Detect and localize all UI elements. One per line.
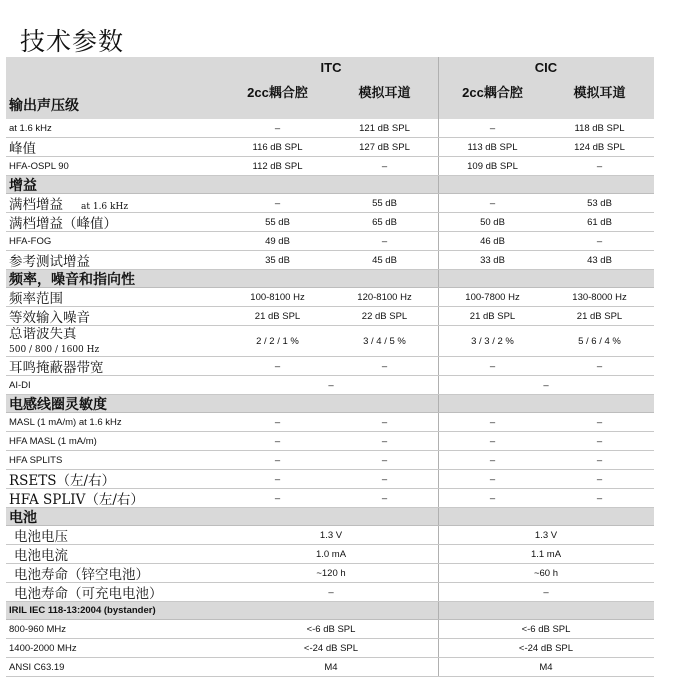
page-title: 技术参数 (20, 27, 125, 56)
table-cell: 124 dB SPL (574, 141, 625, 153)
row-cells (224, 357, 654, 375)
row-sublabel: at 1.6 kHz (81, 202, 129, 212)
table-cell: 45 dB (372, 254, 397, 266)
table-row (6, 213, 654, 232)
row-label (6, 488, 224, 508)
section-cells (224, 508, 654, 525)
row-label-text: 参考测试增益 (9, 254, 90, 270)
spec-table (6, 57, 654, 677)
row-cells (224, 413, 654, 431)
table-cell: – (274, 454, 281, 466)
section-fill (224, 602, 438, 619)
row-cells (224, 489, 654, 507)
section-fill (438, 270, 653, 287)
row-label-text: 等效输入噪音 (9, 310, 90, 326)
table-cell: 127 dB SPL (359, 141, 410, 153)
table-cell: – (381, 235, 388, 247)
group-name: CIC (534, 60, 558, 75)
table-cell: – (438, 470, 546, 488)
table-cell: – (438, 194, 546, 212)
table-row (6, 288, 654, 307)
table-row (6, 432, 654, 451)
table-cell: – (596, 473, 603, 485)
table-cell: – (381, 473, 388, 485)
table-cell: – (438, 451, 546, 469)
section-row (6, 176, 654, 194)
table-cell: – (381, 416, 388, 428)
table-cell: – (438, 357, 546, 375)
section-fill (224, 508, 438, 525)
section-fill (224, 176, 438, 193)
merged-cell: – (328, 586, 334, 598)
row-label (6, 137, 224, 157)
column-header: 模拟耳道 (358, 85, 411, 100)
merged-cell: M4 (438, 658, 653, 676)
row-label (6, 327, 224, 356)
row-label-text: 电池电压 (14, 529, 68, 545)
merged-cell: – (438, 376, 653, 394)
row-cells (224, 583, 654, 601)
row-label (6, 356, 224, 376)
table-cell: 61 dB (587, 216, 612, 228)
row-cells (224, 326, 654, 356)
table-row (6, 376, 654, 395)
section-fill (224, 270, 438, 287)
row-label (6, 417, 224, 428)
section-row (6, 270, 654, 288)
group-name: ITC (320, 60, 342, 75)
table-cell: 53 dB (587, 197, 612, 209)
table-cell: – (596, 160, 603, 172)
section-heading: 电池 (9, 508, 37, 525)
row-cells (224, 194, 654, 212)
section-heading: 增益 (9, 176, 37, 193)
section-fill (438, 602, 653, 619)
row-label-text: HFA SPLIV（左/右） (9, 492, 144, 508)
section-row (6, 395, 654, 413)
table-cell: 33 dB (438, 251, 546, 269)
merged-cell: M4 (324, 661, 338, 673)
table-cell: 121 dB SPL (359, 122, 410, 134)
table-cell: 35 dB (265, 254, 290, 266)
table-cell: – (438, 413, 546, 431)
merged-cell: – (438, 583, 653, 601)
merged-cell: <-6 dB SPL (306, 623, 356, 635)
section-cells (224, 270, 654, 287)
row-cells (224, 451, 654, 469)
row-cells (224, 564, 654, 582)
row-label-text: HFA-OSPL 90 (9, 160, 69, 172)
table-cell: – (438, 432, 546, 450)
row-label-text: 满档增益 (9, 197, 63, 213)
table-row (6, 526, 654, 545)
row-label-text: HFA SPLITS (9, 454, 63, 466)
column-header: 2cc耦合腔 (247, 85, 308, 100)
merged-cell: ~60 h (438, 564, 653, 582)
row-label-text: ANSI C63.19 (9, 661, 65, 673)
row-label (6, 193, 224, 213)
row-label-text: 电池寿命（可充电电池） (14, 586, 163, 602)
table-cell: 55 dB (372, 197, 397, 209)
row-label-text: 800-960 MHz (9, 623, 67, 635)
row-cells (224, 470, 654, 488)
row-label (6, 455, 224, 466)
row-label-text: 1400-2000 MHz (9, 642, 77, 654)
section-cells (224, 176, 654, 193)
column-header: 2cc耦合腔 (462, 85, 523, 100)
row-label (6, 563, 224, 583)
row-label (6, 306, 224, 326)
row-cells (224, 119, 654, 137)
row-cells (224, 658, 654, 676)
section-cells (224, 602, 654, 619)
row-cells (224, 138, 654, 156)
table-cell: – (596, 492, 603, 504)
table-cell: 100-7800 Hz (438, 288, 546, 306)
row-cells (224, 376, 654, 394)
table-row (6, 451, 654, 470)
table-cell: – (381, 360, 388, 372)
table-cell: 100-8100 Hz (250, 291, 305, 303)
row-label-text: 耳鸣掩蔽器带宽 (9, 360, 104, 376)
table-cell: – (381, 160, 388, 172)
table-cell: 3 / 4 / 5 % (363, 335, 406, 347)
table-row (6, 307, 654, 326)
row-label (6, 212, 224, 232)
row-cells (224, 620, 654, 638)
table-cell: 49 dB (265, 235, 290, 247)
table-cell: 130-8000 Hz (572, 291, 627, 303)
table-cell: – (274, 416, 281, 428)
table-cell: – (381, 435, 388, 447)
table-row (6, 470, 654, 489)
table-cell: 2 / 2 / 1 % (256, 335, 299, 347)
table-cell: 55 dB (265, 216, 290, 228)
table-row (6, 326, 654, 357)
table-header (6, 57, 654, 119)
table-cell: 21 dB SPL (438, 307, 546, 325)
section-heading: IRIL IEC 118-13:2004 (bystander) (9, 605, 156, 616)
column-header: 模拟耳道 (573, 85, 626, 100)
table-row (6, 357, 654, 376)
row-label (6, 525, 224, 545)
row-cells (224, 288, 654, 306)
section-heading: 电感线圈灵敏度 (9, 395, 107, 412)
merged-cell: <-24 dB SPL (303, 642, 359, 654)
row-cells (224, 232, 654, 250)
table-row (6, 489, 654, 508)
table-cell: – (438, 489, 546, 507)
section-heading: 频率，噪音和指向性 (9, 270, 135, 287)
row-label-text: 电池电流 (14, 548, 68, 564)
table-row (6, 658, 654, 677)
table-cell: 21 dB SPL (576, 310, 623, 322)
row-label-text: 满档增益（峰值） (9, 216, 117, 232)
row-label-text: AI-DI (9, 379, 31, 391)
row-label (6, 624, 224, 635)
row-label-text: HFA MASL (1 mA/m) (9, 435, 97, 447)
table-cell: – (596, 454, 603, 466)
table-cell: 21 dB SPL (254, 310, 301, 322)
row-label (6, 544, 224, 564)
table-cell: – (274, 473, 281, 485)
table-cell: 109 dB SPL (438, 157, 546, 175)
section-cells (224, 395, 654, 412)
table-cell: – (274, 197, 281, 209)
section-heading: 输出声压级 (9, 97, 79, 113)
merged-cell: 1.0 mA (315, 548, 347, 560)
row-label (6, 662, 224, 673)
table-row (6, 639, 654, 658)
row-cells (224, 251, 654, 269)
row-cells (224, 307, 654, 325)
table-cell: – (596, 235, 603, 247)
merged-cell: <-24 dB SPL (438, 639, 653, 657)
table-cell: – (274, 435, 281, 447)
table-row (6, 251, 654, 270)
row-label (6, 469, 224, 489)
row-label (6, 643, 224, 654)
column-group-itc (224, 57, 438, 119)
table-cell: 50 dB (438, 213, 546, 231)
row-label-text: 峰值 (9, 141, 36, 157)
row-label (6, 123, 224, 134)
row-label-text: 电池寿命（锌空电池） (14, 567, 149, 583)
table-cell: – (381, 492, 388, 504)
table-cell: 65 dB (372, 216, 397, 228)
row-cells (224, 545, 654, 563)
table-cell: 5 / 6 / 4 % (578, 335, 621, 347)
section-fill (438, 508, 653, 525)
table-cell: 112 dB SPL (252, 160, 303, 172)
row-label-text: 频率范围 (9, 291, 63, 307)
table-cell: 120-8100 Hz (357, 291, 412, 303)
table-cell: 116 dB SPL (252, 141, 303, 153)
row-label (6, 380, 224, 391)
table-cell: – (596, 360, 603, 372)
table-cell: 3 / 3 / 2 % (438, 326, 546, 356)
row-label (6, 236, 224, 247)
row-label (6, 287, 224, 307)
table-row (6, 545, 654, 564)
table-row (6, 583, 654, 602)
table-row (6, 194, 654, 213)
row-label-text: at 1.6 kHz (9, 122, 52, 134)
table-cell: 46 dB (438, 232, 546, 250)
merged-cell: 1.3 V (319, 529, 343, 541)
merged-cell: 1.1 mA (438, 545, 653, 563)
table-cell: – (596, 435, 603, 447)
merged-cell: – (328, 379, 334, 391)
row-cells (224, 432, 654, 450)
table-cell: – (438, 119, 546, 137)
table-row (6, 157, 654, 176)
table-cell: – (274, 492, 281, 504)
table-cell: 43 dB (587, 254, 612, 266)
section-fill (224, 395, 438, 412)
table-cell: 113 dB SPL (438, 138, 546, 156)
row-label-text: MASL (1 mA/m) at 1.6 kHz (9, 416, 122, 428)
section-fill (438, 176, 653, 193)
table-cell: – (274, 360, 281, 372)
table-cell: – (274, 122, 281, 134)
merged-cell: 1.3 V (438, 526, 653, 544)
table-row (6, 620, 654, 639)
row-label (6, 250, 224, 270)
row-label (6, 161, 224, 172)
row-cells (224, 639, 654, 657)
section-row (6, 602, 654, 620)
section-fill (438, 395, 653, 412)
row-label (6, 582, 224, 602)
table-cell: 22 dB SPL (361, 310, 408, 322)
section-row (6, 508, 654, 526)
column-group-cic (438, 57, 653, 119)
row-label-text: HFA-FOG (9, 235, 52, 247)
table-cell: 118 dB SPL (574, 122, 625, 134)
row-label (6, 436, 224, 447)
table-row (6, 232, 654, 251)
row-sublabel: 500 / 800 / 1600 Hz (9, 344, 100, 355)
row-cells (224, 157, 654, 175)
table-cell: – (596, 416, 603, 428)
table-row (6, 138, 654, 157)
merged-cell: <-6 dB SPL (438, 620, 653, 638)
row-cells (224, 526, 654, 544)
row-cells (224, 213, 654, 231)
merged-cell: ~120 h (316, 567, 346, 579)
row-label-text: RSETS（左/右） (9, 473, 116, 489)
table-row (6, 413, 654, 432)
table-row (6, 119, 654, 138)
row-label-text: 总谐波失真 (9, 326, 77, 342)
table-row (6, 564, 654, 583)
table-cell: – (381, 454, 388, 466)
